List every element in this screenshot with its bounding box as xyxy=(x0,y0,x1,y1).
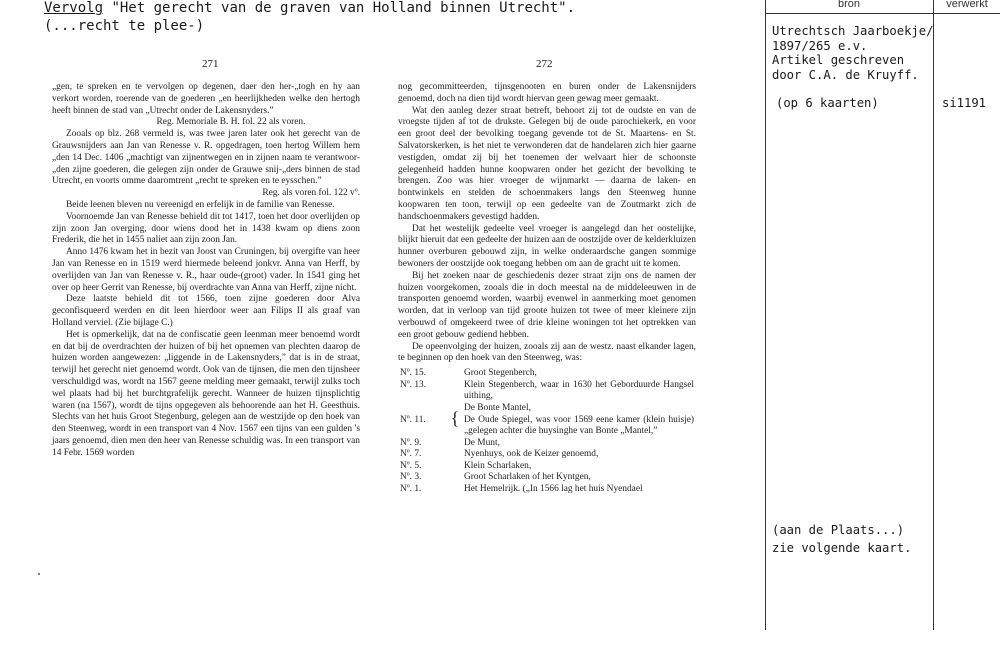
paragraph: Dat het westelijk gedeelte veel vroeger is aangelegd dan het oostelijke, blijkt hieruit dat een gedeelte der huizen aan de oostzijde over de kelderkluizen hunner overburen gebouwd zijn, in welke onderaardsche gangen sommige bewoners der oostzijde ook toegang hebben om aan de gracht uit te komen. xyxy=(398,223,696,269)
source-reference: Utrechtsch Jaarboekje/ 1897/265 e.v. Artikel geschreven door C.A. de Kruyff. xyxy=(772,24,934,82)
house-number: Nº. 13. xyxy=(400,379,427,390)
list-item xyxy=(398,461,696,473)
paragraph: Het is opmerkelijk, dat na de confiscatie geen leenman meer benoemd wordt en dat bij de overdrachten der huizen of bij het opnemen van plechten daarop de huizen worden aangewezen: „liggende in de Lakensnyders,” dat is in de straat, terwijl het gerecht niet genoemd wordt. Ook van de tijnsen, die men den tijnsheer verschuldigd was, wordt na 1567 geene melding meer gemaakt, terwijl zulks toch wel plaats had bij het burchtgrafelijk gerecht. Wanneer de huizen tijnsplichtig waren (na 1567), wordt de tijns opgegeven als behoorende aan het H. Geesthuis. Slechts van het huis Groot Stegenburg, gelegen aan de westzijde op den hoek van den Steenweg, wordt in een transport van 4 Nov. 1567 een tijns van een gulden 's jaars genoemd, dien men den heer van Renesse schuldig was. In een transport van 14 Febr. 1569 worden xyxy=(52,329,360,458)
list-item xyxy=(398,438,696,450)
paragraph: nog gecommitteerden, tijnsgenooten en buren onder de Lakensnijders genoemd, doch na dien tijd wordt hiervan geen gewag meer gemaakt. xyxy=(398,82,696,104)
house-number: Nº. 15. xyxy=(400,368,427,379)
paragraph: De opeenvolging der huizen, zooals zij aan de westz. naast elkander lagen, te beginnen op den hoek van den Steenweg, was: xyxy=(398,341,696,364)
house-name: Klein Scharlaken, xyxy=(464,460,532,471)
paragraph: „gen, te spreken en te vervolgen op degenen, daer den her-„togh en hy aan verkort worden, roerende van de goederen „en heerlijkheden welke den hertogh heeft binnen de stad van „Utrecht onder de Lakensnyders.” xyxy=(52,82,360,116)
house-name: Het Hemelrijk. („In 1566 lag het huis Nyendael xyxy=(464,484,643,495)
page-right-text xyxy=(398,82,696,496)
list-item xyxy=(398,368,696,380)
house-name: Nyenhuys, ook de Keizer genoemd, xyxy=(464,449,599,460)
continuation-note: (aan de Plaats...) zie volgende kaart. xyxy=(772,523,912,555)
house-number: Nº. 7. xyxy=(400,449,422,460)
house-name: Klein Stegenberch, waar in 1630 het Geborduurde Hangsel uithing, xyxy=(464,379,694,402)
house-number: Nº. 1. xyxy=(400,484,422,495)
bron-header: bron xyxy=(837,0,861,10)
house-name: Groot Scharlaken of het Kyntgen, xyxy=(464,472,591,483)
house-name: De Munt, xyxy=(464,437,500,448)
paragraph: Beide leenen bleven nu vereenigd en erfelijk in de familie van Renesse. xyxy=(66,199,335,210)
list-item xyxy=(398,449,696,461)
column-divider xyxy=(765,0,766,630)
paragraph: Zooals op blz. 268 vermeld is, was twee jaren later ook het gerecht van de Grauwsnijders aan Jan van Renesse v. R. opgedragen, toen hertog Willem hem „den 14 Dec. 1406 „machtigt van zijnentwegen en in zijnen naam te verantwoor-„den zijne goederen, die gelegen zijn onder de Grauwe snij-„ders binnen de stad Utrecht, en voorts omme daaromtrent „recht te spreken en te eysschen.” xyxy=(52,129,360,187)
page-left-text xyxy=(52,82,360,460)
house-number: Nº. 3. xyxy=(400,472,422,483)
verwerkt-code: si1191 xyxy=(942,96,987,110)
house-number: Nº. 5. xyxy=(400,460,422,471)
paragraph: Bij het zoeken naar de geschiedenis dezer straat zijn ons de namen der huizen voorgekomen, zooals die in doch meestal na de middeleeuwen in de transporten genoemd worden, waarbij evenwel in aanmerking moet genomen worden, dat in verloop van tijd groote huizen tot twee of meer kleinere zijn verbouwd of omgekeerd twee of drie kleine woningen tot het optrekken van een groot gebouw gediend hebben. xyxy=(398,270,696,340)
page-number-left: 271 xyxy=(202,58,219,70)
column-divider xyxy=(933,0,934,630)
house-name: De Bonte Mantel, xyxy=(464,402,531,413)
cards-note: (op 6 kaarten) xyxy=(776,96,879,110)
scan-speck xyxy=(38,573,40,575)
verwerkt-header: verwerkt xyxy=(946,0,988,10)
list-item xyxy=(398,472,696,484)
header-divider xyxy=(765,13,1000,14)
house-number: Nº. 11. xyxy=(400,414,426,425)
page-number-right: 272 xyxy=(536,58,553,70)
document-title xyxy=(44,0,575,16)
list-item xyxy=(398,380,696,403)
title-rest: "Het gerecht van de graven van Holland binnen Utrecht". xyxy=(103,0,576,16)
house-name: Groot Stegenberch, xyxy=(464,368,537,379)
reference: Reg. Memoriale B. H. fol. 22 als voren. xyxy=(156,117,306,128)
house-name: De Oude Spiegel, was voor 1569 eene kamer (klein huisje) „gelegen achter die huysinghe van Bonte „Mantel,” xyxy=(464,414,694,437)
list-item xyxy=(398,403,696,415)
house-number: Nº. 9. xyxy=(400,437,422,448)
reference: Reg. als voren fol. 122 vº. xyxy=(262,188,360,199)
paragraph: Deze laatste behield dit tot 1566, toen zijne goederen door Alva geconfisqueerd werden en dit leen hierdoor weer aan Filips II als graaf van Holland verviel. (Zie bijlage C.) xyxy=(52,294,360,328)
document-subtitle: (...recht te plee-) xyxy=(44,18,205,34)
list-item xyxy=(398,484,696,496)
paragraph: Anno 1476 kwam het in bezit van Joost van Cruningen, bij overgifte van heer Jan van Renesse en in 1519 werd hiermede beleend jonkvr. Anna van Herff, by overlijden van Jan van Renesse v. R., haar oude-(groot) vader. In 1541 ging het over op heer Gerrit van Renesse, bij overdrachte van Anna van Herff, zijne nicht. xyxy=(52,247,360,293)
brace-icon: { xyxy=(450,407,460,428)
paragraph: Wat den aanleg dezer straat betreft, behoort zij tot de oudste en van de vroegste tijden af tot de drukste. Gelegen bij de oude parochiekerk, en voor een groot deel der bevolking toegang gevende tot de St. Maartens- en St. Salvatorskerken, is het niet te verwonderen dat de handelaren zich hier gaarne vestigden, omdat zij bij het toenemen der welvaart hier de schoonste gelegenheid hadden hunne koopwaren onder het gezicht der bevolking te brengen. Zoo was hier vroeger de wijnmarkt — daarna de laken- en bontwinkels en stelden de schoenmakers langs den Steenweg hunne koopwaren ten toon, terwijl op een gedeelte van de Zoutmarkt zich de handschoenmakers gevestigd hadden. xyxy=(398,105,696,222)
paragraph: Voornoemde Jan van Renesse behield dit tot 1417, toen het door overlijden op zijn zoon Jan overging, door wiens dood het in 1438 kwam op diens zoon Frederik, die het in 1455 naliet aan zijn zoon Jan. xyxy=(52,211,360,246)
house-list xyxy=(398,368,696,496)
title-prefix: Vervolg xyxy=(44,0,104,16)
